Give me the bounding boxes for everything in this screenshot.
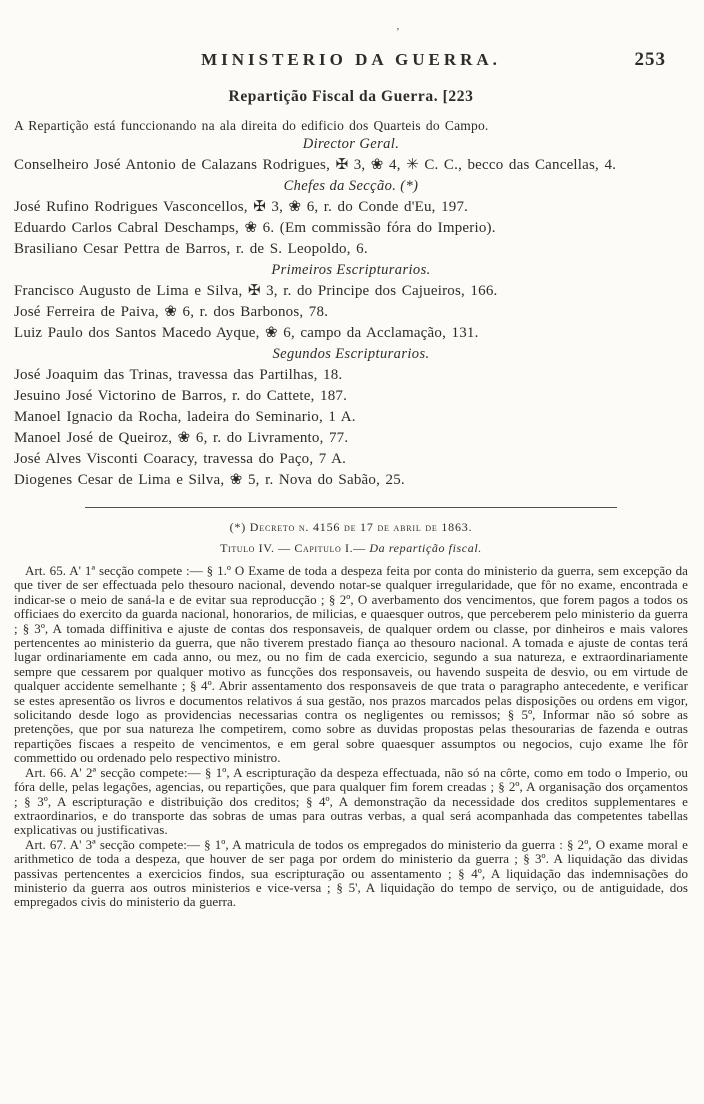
roster-entry: Diogenes Cesar de Lima e Silva, ❀ 5, r. Nova do Sabão, 25. xyxy=(14,472,405,488)
group-heading-segundos-escripturarios: Segundos Escripturarios. xyxy=(272,346,430,362)
roster-entry: José Alves Visconti Coaracy, travessa do Paço, 7 A. xyxy=(14,451,347,467)
roster-entry: Conselheiro José Antonio de Calazans Rodrigues, ✠ 3, ❀ 4, ✳ C. C., becco das Cancellas, 4. xyxy=(14,157,617,173)
section-title: Repartição Fiscal da Guerra. [223 xyxy=(228,88,474,105)
page-number: 253 xyxy=(634,49,666,70)
roster-entry: Manoel José de Queiroz, ❀ 6, r. do Livramento, 77. xyxy=(14,430,349,446)
article-67: Art. 67. A' 3ª secção compete:— § 1º, A matricula de todos os empregados do ministerio da guerra : § 2º, O exame moral e arithmetico de toda a despeza, que houver de ser paga por ordem do ministerio da guerra ; § 3º. A liquidação das dividas passivas pertencentes a exercicios findos, sua escripturação ou assentamento ; § 4º, A liquidação das indemnisações do ministerio da guerra aos outros ministerios e vice-versa ; § 5', A liquidação do tempo de serviço, ou de antiguidade, dos empregados civis do ministerio da guerra. xyxy=(14,836,688,910)
roster-entry: Eduardo Carlos Cabral Deschamps, ❀ 6. (Em commissão fóra do Imperio). xyxy=(14,220,496,236)
roster-entry: Francisco Augusto de Lima e Silva, ✠ 3, r. do Principe dos Cajueiros, 166. xyxy=(14,283,498,299)
article-66: Art. 66. A' 2ª secção compete:— § 1º, A escripturação da despeza effectuada, não só na côrte, como em todo o Imperio, ou fóra delle, pelas legações, agencias, ou repartições, que para qualquer fim forem creadas ; § 2º, A organisação dos orçamentos ; § 3º, A escripturação e distribuição dos creditos; § 4º, A demonstração da necessidade dos creditos supplementares e extraordinarios, e do transporte das sobras de umas para outras verbas, a qual será acompanhada das competentes tabellas explicativas ou justificativas. xyxy=(14,764,688,838)
footnote-decree-heading: (*) Decreto n. 4156 de 17 de abril de 1863. xyxy=(229,520,473,534)
group-heading-primeiros-escripturarios: Primeiros Escripturarios. xyxy=(271,262,431,278)
article-65: Art. 65. A' 1ª secção compete :— § 1.º O Exame de toda a despeza feita por conta do ministerio da guerra, sem excepção da que tiver de ser effectuada pelo thesouro nacional, devendo notar-se qualquer irregularidade, que fôr no exame, encontrada e indicar-se o meio de saná-la e de evitar sua reproducção ; § 2º, O averbamento dos vencimentos, que forem pagos a todos os officiaes do exercito da guarda nacional, honorarios, de milicias, e quaesquer outros, que perceberem pelo ministerio da guerra ; § 3º, A tomada diffinitiva e ajuste de contas dos responsaveis, de qualquer ordem ou classe, por dinheiros e mais valores pertencentes ao ministerio da guerra, que não tiverem prestado fiança ao thesouro nacional. A tomada e ajuste de contas terá lugar ordinariamente em cada anno, ou mez, ou no fim de cada exercicio, segundo a sua natureza, e extraordinariamente sempre que cessarem por qualquer motivo as funcções dos responsaveis, ou havendo suspeita de desvio, ou em virtude de qualquer accidente semelhante ; § 4º. Abrir assentamento dos responsaveis de que trata o paragrapho antecedente, e verificar se estes apresentão os livros e documentos relativos á sua gestão, nos prazos marcados pelas disposições ou ordens em vigor, solicitando desde logo as providencias necessarias contra os negligentes ou remissos; § 5º, Informar não só sobre as pretenções, que por sua natureza lhe competirem, como sobre as duvidas propostas pelas thesourarias de fazenda e outras repartições fiscaes a respeito de vencimentos, e em geral sobre quaesquer assumptos ou negocios, cujo exame lhe fôr commettido ou ordenado pelo respectivo ministro. xyxy=(14,563,688,766)
page-header xyxy=(14,50,688,74)
running-title: MINISTERIO DA GUERRA. xyxy=(201,50,501,69)
roster-entry: Manoel Ignacio da Rocha, ladeira do Seminario, 1 A. xyxy=(14,409,356,425)
scan-artifact-mark: ’ xyxy=(396,26,400,38)
roster-entry: José Rufino Rodrigues Vasconcellos, ✠ 3, ❀ 6, r. do Conde d'Eu, 197. xyxy=(14,199,469,215)
intro-paragraph: A Repartição está funccionando na ala direita do edificio dos Quarteis do Campo. xyxy=(14,118,489,133)
footnote-titulo-prefix: Titulo IV. — Capitulo I.— xyxy=(220,541,370,555)
footnote-divider xyxy=(85,507,617,508)
group-heading-director-geral: Director Geral. xyxy=(302,136,400,152)
footnote-titulo-italic: Da repartição fiscal. xyxy=(369,541,482,555)
roster-entry: Luiz Paulo dos Santos Macedo Ayque, ❀ 6, campo da Acclamação, 131. xyxy=(14,325,479,341)
roster-entry: José Joaquim das Trinas, travessa das Partilhas, 18. xyxy=(14,367,343,383)
roster-entry: Jesuino José Victorino de Barros, r. do Cattete, 187. xyxy=(14,388,348,404)
roster-entry: Brasiliano Cesar Pettra de Barros, r. de S. Leopoldo, 6. xyxy=(14,241,368,257)
footnote-titulo-heading xyxy=(14,541,688,556)
roster-entry: José Ferreira de Paiva, ❀ 6, r. dos Barbonos, 78. xyxy=(14,304,329,320)
group-heading-chefes-de-seccao: Chefes da Secção. (*) xyxy=(283,178,419,194)
